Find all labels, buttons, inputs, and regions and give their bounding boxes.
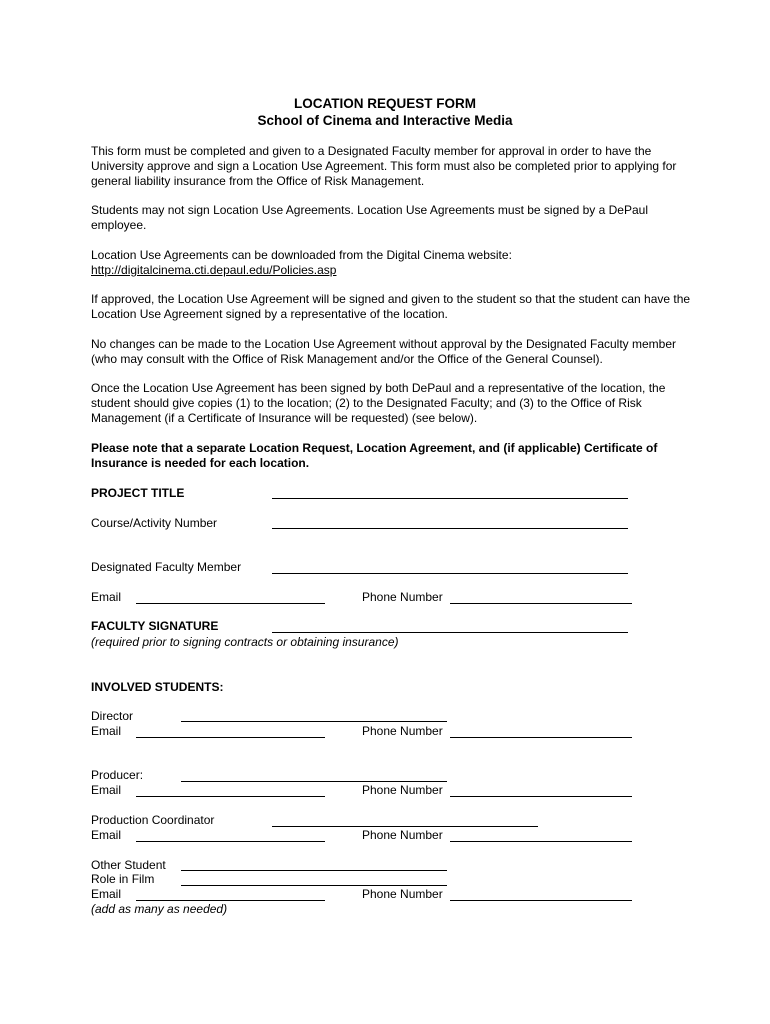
- intro-paragraph-3: [91, 248, 691, 278]
- course-number-label: Course/Activity Number: [91, 516, 218, 530]
- director-phone-label: Phone Number: [362, 724, 443, 738]
- coordinator-name-field[interactable]: [272, 826, 538, 827]
- form-title: LOCATION REQUEST FORM: [294, 96, 476, 111]
- faculty-signature-label: FACULTY SIGNATURE: [91, 619, 219, 633]
- faculty-member-label: Designated Faculty Member: [91, 560, 242, 574]
- involved-students-heading: INVOLVED STUDENTS:: [91, 680, 224, 694]
- other-student-name-field[interactable]: [181, 870, 447, 871]
- faculty-phone-field[interactable]: [450, 603, 632, 604]
- producer-label: Producer:: [91, 768, 144, 782]
- project-title-field[interactable]: [272, 498, 628, 499]
- project-title-label: PROJECT TITLE: [91, 486, 185, 500]
- producer-phone-label: Phone Number: [362, 783, 443, 797]
- director-email-field[interactable]: [136, 737, 325, 738]
- other-phone-field[interactable]: [450, 900, 632, 901]
- role-in-film-field[interactable]: [181, 885, 447, 886]
- faculty-email-label: Email: [91, 590, 122, 604]
- faculty-signature-note: (required prior to signing contracts or obtaining insurance): [91, 635, 399, 649]
- producer-email-label: Email: [91, 783, 122, 797]
- director-phone-field[interactable]: [450, 737, 632, 738]
- coordinator-email-label: Email: [91, 828, 122, 842]
- coordinator-phone-field[interactable]: [450, 841, 632, 842]
- other-phone-label: Phone Number: [362, 887, 443, 901]
- faculty-member-field[interactable]: [272, 573, 628, 574]
- other-student-label: Other Student: [91, 858, 166, 872]
- faculty-phone-label: Phone Number: [362, 590, 443, 604]
- coordinator-phone-label: Phone Number: [362, 828, 443, 842]
- intro-paragraph-2: Students may not sign Location Use Agreements. Location Use Agreements must be signed by a DePaul employee.: [91, 203, 648, 232]
- faculty-signature-field[interactable]: [272, 632, 628, 633]
- other-email-label: Email: [91, 887, 122, 901]
- form-subtitle: School of Cinema and Interactive Media: [257, 113, 513, 128]
- policies-link[interactable]: http://digitalcinema.cti.depaul.edu/Policies.asp: [91, 263, 337, 277]
- intro-paragraph-5: No changes can be made to the Location Use Agreement without approval by the Designated Faculty member (who may consult with the Office of Risk Management and/or the Office of the General Counsel).: [91, 337, 677, 366]
- intro-paragraph-4: If approved, the Location Use Agreement will be signed and given to the student so that the student can have the Location Use Agreement signed by a representative of the location.: [91, 292, 691, 321]
- intro-note: Please note that a separate Location Request, Location Agreement, and (if applicable) Certificate of Insurance is needed for each location.: [91, 441, 658, 470]
- add-more-note: (add as many as needed): [91, 902, 228, 916]
- director-label: Director: [91, 709, 134, 723]
- coordinator-label: Production Coordinator: [91, 813, 215, 827]
- director-email-label: Email: [91, 724, 122, 738]
- faculty-email-field[interactable]: [136, 603, 325, 604]
- other-email-field[interactable]: [136, 900, 325, 901]
- coordinator-email-field[interactable]: [136, 841, 325, 842]
- course-number-field[interactable]: [272, 528, 628, 529]
- role-in-film-label: Role in Film: [91, 872, 155, 886]
- producer-email-field[interactable]: [136, 796, 325, 797]
- download-text: Location Use Agreements can be downloaded from the Digital Cinema website:: [91, 248, 512, 262]
- intro-paragraph-6: Once the Location Use Agreement has been signed by both DePaul and a representative of the location, the student should give copies (1) to the location; (2) to the Designated Faculty; and (3) to the Office of Risk Management (if a Certificate of Insurance will be requested) (see below).: [91, 381, 666, 425]
- director-name-field[interactable]: [181, 721, 447, 722]
- intro-paragraph-1: This form must be completed and given to a Designated Faculty member for approval in order to have the University approve and sign a Location Use Agreement. This form must also be completed prior to applying for general liability insurance from the Office of Risk Management.: [91, 144, 677, 188]
- producer-name-field[interactable]: [181, 781, 447, 782]
- producer-phone-field[interactable]: [450, 796, 632, 797]
